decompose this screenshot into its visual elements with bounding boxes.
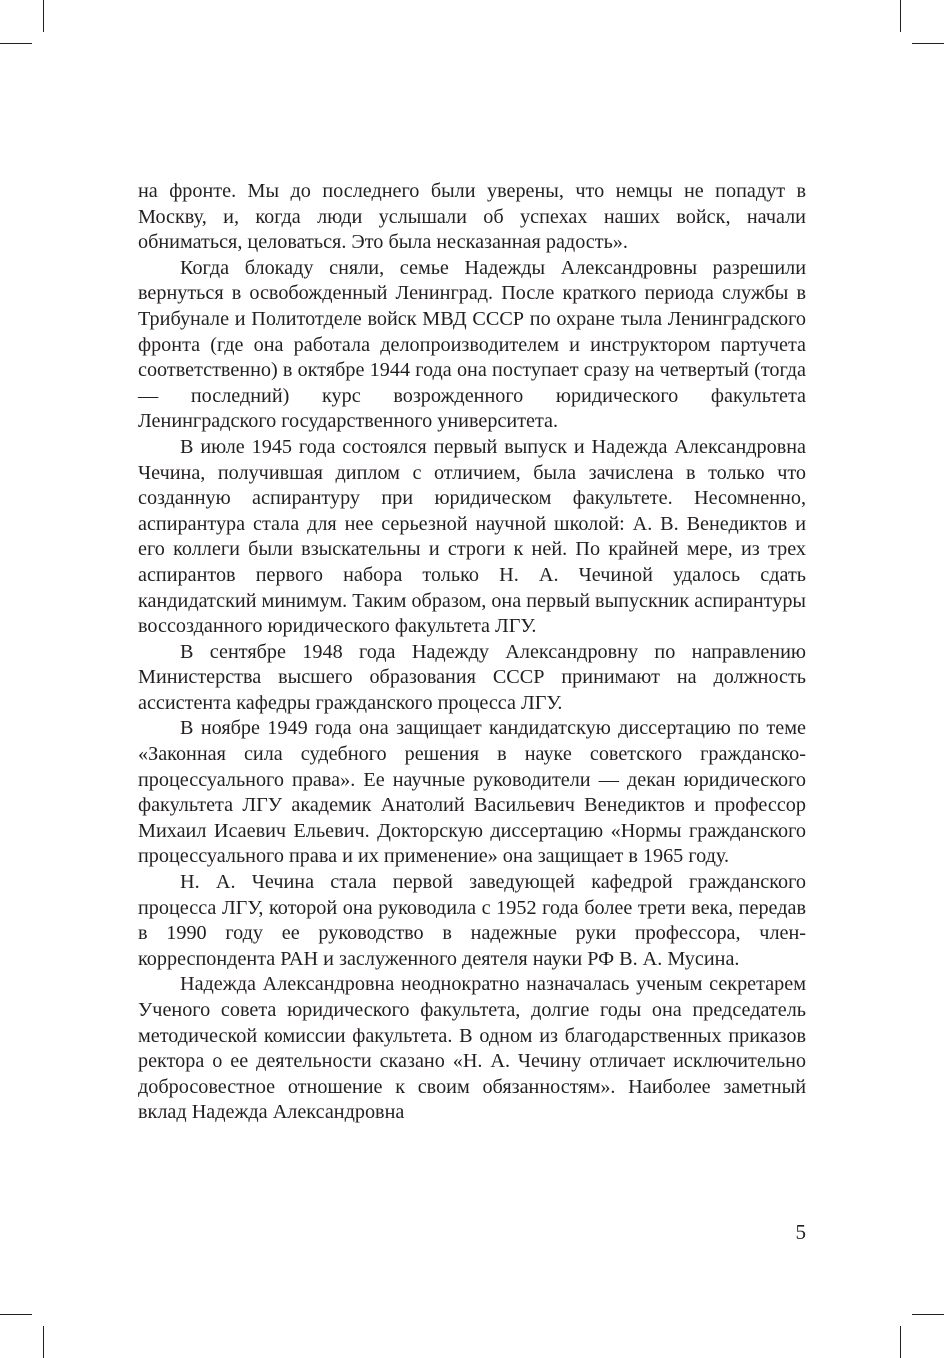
crop-mark-bottom-left-vertical: [43, 1326, 44, 1358]
crop-mark-bottom-right-vertical: [900, 1326, 901, 1358]
paragraph-2: Когда блокаду сняли, семье Надежды Александровны разрешили вернуться в освобожденный Ленинград. После краткого периода службы в Трибунале и Политотделе войск МВД СССР по охране тыла Ленинградского фронта (где она работала делопроизводителем и инструктором партучета соответственно) в октябре 1944 года она поступает сразу на четвертый (тогда — последний) курс возрожденного юридического факультета Ленинградского государственного университета.: [138, 256, 806, 433]
crop-mark-bottom-left-horizontal: [0, 1314, 32, 1315]
crop-mark-top-right-vertical: [900, 0, 901, 32]
crop-mark-top-left-vertical: [43, 0, 44, 32]
paragraph-4: В сентябре 1948 года Надежду Александровну по направлению Министерства высшего образования СССР принимают на должность ассистента кафедры гражданского процесса ЛГУ.: [138, 640, 806, 714]
crop-mark-top-right-horizontal: [912, 43, 944, 44]
paragraph-7: Надежда Александровна неоднократно назначалась ученым секретарем Ученого совета юридического факультета, долгие годы она председатель методической комиссии факультета. В одном из благодарственных приказов ректора о ее деятельности сказано «Н. А. Чечину отличает исключительно добросовестное отношение к своим обязанностям». Наиболее заметный вклад Надежда Александровна: [138, 973, 806, 1124]
page-body-text: [138, 179, 806, 1126]
page-number: 5: [795, 1220, 806, 1244]
paragraph-6: Н. А. Чечина стала первой заведующей кафедрой гражданского процесса ЛГУ, которой она руководила с 1952 года более трети века, передав в 1990 году ее руководство в надежные руки профессора, член-корреспондента РАН и заслуженного деятеля науки РФ В. А. Мусина.: [138, 871, 806, 970]
crop-mark-top-left-horizontal: [0, 43, 32, 44]
paragraph-5: В ноябре 1949 года она защищает кандидатскую диссертацию по теме «Законная сила судебного решения в науке советского гражданско-процессуального права». Ее научные руководители — декан юридического факультета ЛГУ академик Анатолий Васильевич Венедиктов и профессор Михаил Исаевич Ельевич. Докторскую диссертацию «Нормы гражданского процессуального права и их применение» она защищает в 1965 году.: [138, 717, 806, 868]
paragraph-1: на фронте. Мы до последнего были уверены, что немцы не попадут в Москву, и, когда люди услышали об успехах наших войск, начали обниматься, целоваться. Это была несказанная радость».: [138, 180, 806, 254]
paragraph-3: В июле 1945 года состоялся первый выпуск и Надежда Александровна Чечина, получившая диплом с отличием, была зачислена в только что созданную аспирантуру при юридическом факультете. Несомненно, аспирантура стала для нее серьезной научной школой: А. В. Венедиктов и его коллеги были взыскательны и строги к ней. По крайней мере, из трех аспирантов первого набора только Н. А. Чечиной удалось сдать кандидатский минимум. Таким образом, она первый выпускник аспирантуры воссозданного юридического факультета ЛГУ.: [138, 435, 806, 638]
crop-mark-bottom-right-horizontal: [912, 1314, 944, 1315]
